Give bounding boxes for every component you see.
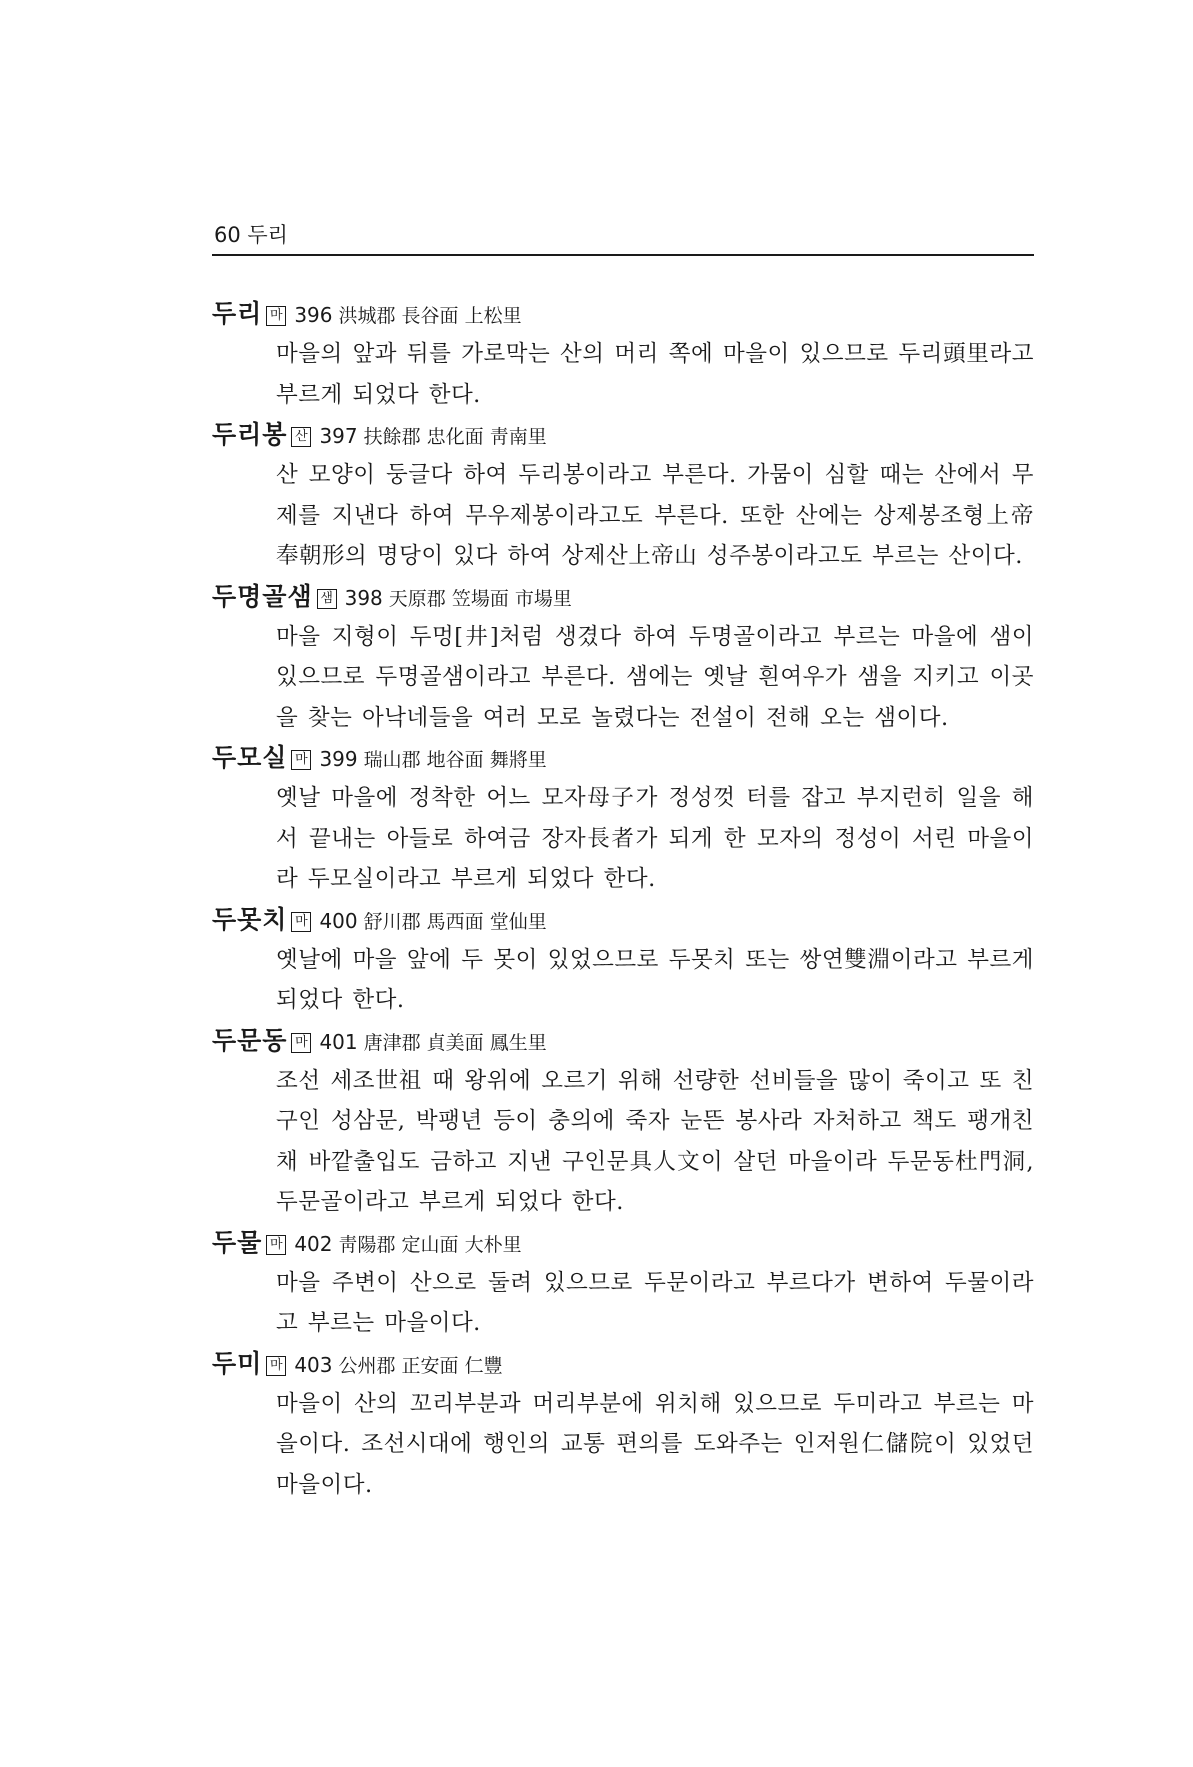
entry-headword: 두리봉 xyxy=(212,420,288,449)
entry-description: 조선 세조世祖 때 왕위에 오르기 위해 선량한 선비들을 많이 죽이고 또 친구인 성삼문, 박팽년 등이 충의에 죽자 눈뜬 봉사라 자처하고 책도 팽개친 채 바깥출입도 금하고 지낸 구인문具人文이 살던 마을이라 두문동杜門洞, 두문골이라고 부르게 되었다 한다. xyxy=(276,1067,1034,1215)
category-badge: 마 xyxy=(291,912,311,932)
entry-headword: 두리 xyxy=(212,299,263,328)
entry-location: 舒川郡 馬西面 堂仙里 xyxy=(363,910,547,933)
entry-location: 公州郡 正安面 仁豐 xyxy=(338,1354,503,1377)
entry-number: 401 xyxy=(319,1029,358,1054)
entry xyxy=(212,1021,1034,1223)
category-badge: 마 xyxy=(266,1356,286,1376)
entry-headline xyxy=(212,294,1034,334)
category-badge: 마 xyxy=(266,306,286,326)
entry-headword: 두명골샘 xyxy=(212,581,313,611)
entry-description: 산 모양이 둥글다 하여 두리봉이라고 부른다. 가뭄이 심할 때는 산에서 무제를 지낸다 하여 무우제봉이라고도 부른다. 또한 산에는 상제봉조형上帝奉朝形의 명당이 있다 하여 상제산上帝山 성주봉이라고도 부르는 산이다. xyxy=(276,462,1034,569)
entry xyxy=(212,577,1034,739)
entry-location: 瑞山郡 地谷面 舞將里 xyxy=(363,749,547,771)
entry-location: 唐津郡 貞美面 鳳生里 xyxy=(363,1031,547,1054)
category-badge: 마 xyxy=(291,1033,311,1053)
header-rule xyxy=(212,254,1034,256)
entry-number: 400 xyxy=(319,908,358,933)
category-badge: 마 xyxy=(266,1235,286,1255)
entry-number: 397 xyxy=(319,424,358,448)
entry-headword: 두문동 xyxy=(212,1025,288,1055)
entry-description: 마을 주변이 산으로 둘려 있으므로 두문이라고 부르다가 변하여 두물이라고 부르는 마을이다. xyxy=(276,1269,1034,1336)
running-head: 60 두리 xyxy=(214,223,288,247)
category-badge: 샘 xyxy=(317,589,337,609)
entry xyxy=(212,294,1034,415)
entry-location: 天原郡 笠場面 市場里 xyxy=(388,587,572,610)
entry-headword: 두미 xyxy=(212,1348,263,1378)
dictionary-page xyxy=(212,220,1034,1505)
entry xyxy=(212,1344,1034,1506)
category-badge: 산 xyxy=(291,427,311,447)
entry-number: 396 xyxy=(294,303,333,327)
entry-list xyxy=(212,294,1034,1505)
entry-headline xyxy=(212,577,1034,617)
entry xyxy=(212,1223,1034,1344)
entry xyxy=(212,738,1034,900)
category-badge: 마 xyxy=(291,750,311,770)
entry-description: 옛날 마을에 정착한 어느 모자母子가 정성껏 터를 잡고 부지런히 일을 해서 끝내는 아들로 하여금 장자長者가 되게 한 모자의 정성이 서린 마을이라 두모실이라고 부르게 되었다 한다. xyxy=(276,785,1034,892)
entry xyxy=(212,900,1034,1021)
entry-number: 402 xyxy=(294,1231,333,1256)
entry-location: 扶餘郡 忠化面 靑南里 xyxy=(363,426,547,448)
entry-headword: 두모실 xyxy=(212,743,288,772)
entry-headword: 두물 xyxy=(212,1227,263,1257)
entry-description: 옛날에 마을 앞에 두 못이 있었으므로 두못치 또는 쌍연雙淵이라고 부르게 되었다 한다. xyxy=(276,946,1034,1013)
entry xyxy=(212,415,1034,577)
entry-headline xyxy=(212,738,1034,778)
entry-headline xyxy=(212,900,1034,940)
entry-location: 洪城郡 長谷面 上松里 xyxy=(338,305,522,327)
entry-number: 399 xyxy=(319,747,358,771)
entry-headline xyxy=(212,1223,1034,1263)
entry-description: 마을이 산의 꼬리부분과 머리부분에 위치해 있으므로 두미라고 부르는 마을이다. 조선시대에 행인의 교통 편의를 도와주는 인저원仁儲院이 있었던 마을이다. xyxy=(276,1390,1034,1498)
entry-description: 마을의 앞과 뒤를 가로막는 산의 머리 쪽에 마을이 있으므로 두리頭里라고 부르게 되었다 한다. xyxy=(276,341,1034,408)
entry-headword: 두못치 xyxy=(212,904,288,934)
entry-headline xyxy=(212,415,1034,455)
entry-headline xyxy=(212,1344,1034,1384)
entry-headline xyxy=(212,1021,1034,1061)
entry-description: 마을 지형이 두멍[井]처럼 생겼다 하여 두명골이라고 부르는 마을에 샘이 있으므로 두명골샘이라고 부른다. 샘에는 옛날 흰여우가 샘을 지키고 이곳을 찾는 아낙네들을 여러 모로 놀렸다는 전설이 전해 오는 샘이다. xyxy=(276,623,1034,731)
entry-location: 靑陽郡 定山面 大朴里 xyxy=(338,1233,522,1256)
entry-number: 398 xyxy=(344,585,383,610)
entry-number: 403 xyxy=(294,1352,333,1377)
